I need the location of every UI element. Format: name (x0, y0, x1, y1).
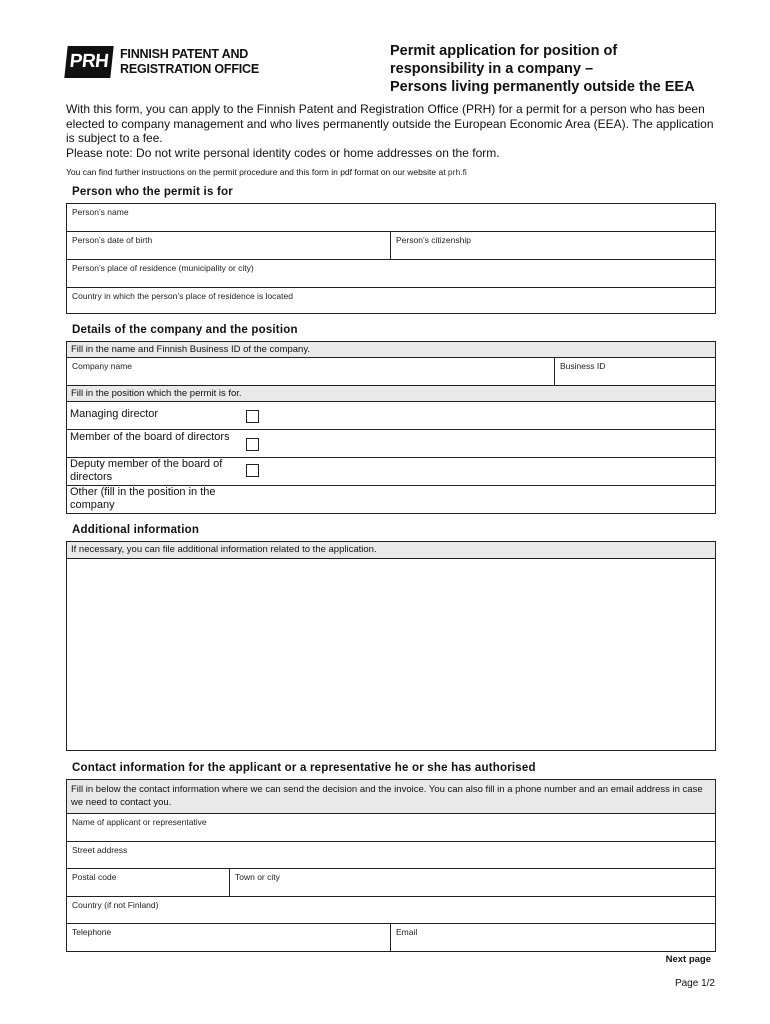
intro-paragraph: With this form, you can apply to the Finnish Patent and Registration Office (PRH) for a permit for a person who has been elected to company management and who lives permanently outside the European Economic Area (EEA). The application is subject to a fee. (66, 102, 714, 145)
section-title-person: Person who the permit is for (72, 186, 233, 198)
page-number: Page 1/2 (674, 978, 715, 989)
street-address-field[interactable]: Street address (67, 842, 715, 869)
postal-town-row: Postal code Town or city (67, 869, 715, 897)
additional-fields (66, 541, 716, 751)
additional-instruction: If necessary, you can file additional information related to the application. (67, 542, 715, 559)
person-dob-citizenship-row: Person’s date of birth Person’s citizenship (67, 232, 715, 260)
website-link[interactable]: prh.fi (447, 167, 467, 177)
prh-logo (66, 46, 259, 78)
intro-text (66, 102, 716, 160)
section-title-additional: Additional information (72, 524, 200, 536)
document-title: Permit application for position of responsibility in a company – Persons living permanently outside the EEA (390, 43, 695, 95)
position-row-board-member: Member of the board of directors (67, 430, 715, 458)
person-name-field[interactable]: Person’s name (67, 204, 715, 232)
business-id-field[interactable]: Business ID (554, 358, 715, 385)
email-field[interactable]: Email (390, 924, 715, 951)
contact-instruction: Fill in below the contact information where we can send the decision and the invoice. You can also fill in a phone number and an email address in case we need to contact you. (67, 780, 715, 814)
company-fields (66, 341, 716, 514)
position-row-managing-director: Managing director (67, 402, 715, 430)
person-residence-field[interactable]: Person’s place of residence (municipality or city) (67, 260, 715, 288)
person-citizenship-field[interactable]: Person’s citizenship (390, 232, 715, 259)
section-title-company: Details of the company and the position (72, 324, 298, 336)
next-page-label: Next page (665, 954, 711, 965)
position-row-deputy-member: Deputy member of the board of directors (67, 458, 715, 486)
town-field[interactable]: Town or city (229, 869, 715, 896)
contact-fields (66, 779, 716, 952)
managing-director-checkbox[interactable] (246, 410, 259, 423)
instructions-note: You can find further instructions on the permit procedure and this form in pdf format on our website at prh.fi (66, 167, 467, 177)
additional-info-textarea[interactable] (67, 559, 715, 750)
applicant-name-field[interactable]: Name of applicant or representative (67, 814, 715, 842)
person-fields (66, 203, 716, 314)
prh-logo-mark: PRH (64, 46, 113, 78)
org-name: FINNISH PATENT AND REGISTRATION OFFICE (120, 47, 260, 76)
country-field[interactable]: Country (if not Finland) (67, 897, 715, 924)
intro-note: Please note: Do not write personal identity codes or home addresses on the form. (66, 145, 500, 160)
person-country-field[interactable]: Country in which the person’s place of residence is located (72, 291, 293, 301)
phone-email-row: Telephone Email (67, 924, 715, 951)
position-instruction: Fill in the position which the permit is for. (67, 386, 715, 402)
board-member-checkbox[interactable] (246, 438, 259, 451)
section-title-contact: Contact information for the applicant or a representative he or she has authorised (72, 762, 536, 774)
company-instruction: Fill in the name and Finnish Business ID of the company. (67, 342, 715, 358)
deputy-member-checkbox[interactable] (246, 464, 259, 477)
position-row-other[interactable]: Other (fill in the position in the company (70, 486, 216, 511)
company-name-row: Company name Business ID (67, 358, 715, 386)
